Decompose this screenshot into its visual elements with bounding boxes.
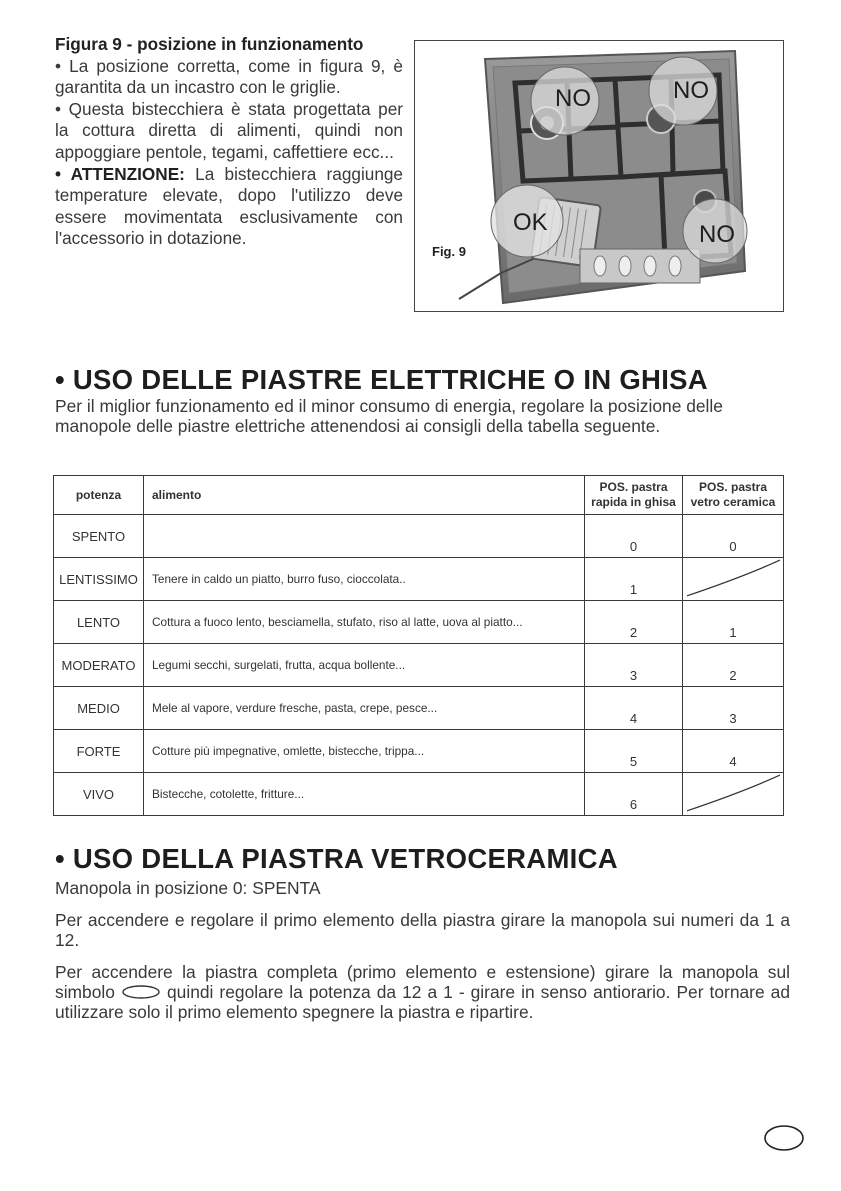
figure9-para-2: • Questa bistecchiera è stata progettata per la cottura diretta di alimenti, quindi non appoggiare pentole, tegami, caffettiere ecc... [55,98,403,162]
section2-para-3-end: quindi regolare la potenza da 12 a 1 - girare in senso antiorario. Per tornare ad utilizzare solo il primo elemento spegnere la piastra e ripartire. [55,982,790,1022]
section2-para-2: Per accendere e regolare il primo elemento della piastra girare la manopola sui numeri da 1 a 12. [55,910,790,950]
section1-title: • USO DELLE PIASTRE ELETTRICHE O IN GHISA [55,364,708,395]
section2-para-3-start: Per accendere la piastra completa (primo elemento e estensione) girare la manopola sul simbolo [55,962,790,1002]
header-ceramica-line2: vetro ceramica [690,495,776,509]
cell-ghisa: 1 [585,558,683,601]
hob-illustration [415,41,783,311]
header-ghisa-line1: POS. pastra [599,480,668,494]
cell-potenza: MEDIO [54,687,144,730]
attention-text: La bistecchiera raggiunge temperature elevate, dopo l'utilizzo deve essere movimentata esclusivamente con l'accessorio in dotazione. [55,163,403,249]
cell-potenza: LENTO [54,601,144,644]
section2-para-1: Manopola in posizione 0: SPENTA [55,878,321,898]
cell-ceramica-empty [683,558,784,601]
cell-ceramica: 3 [683,687,784,730]
cell-potenza: LENTISSIMO [54,558,144,601]
page-marker-icon [762,1123,806,1153]
figure9-box [414,40,784,312]
table-row [54,601,784,644]
cell-ceramica: 1 [683,601,784,644]
cell-ceramica-empty [683,773,784,816]
cell-alimento: Bistecche, cotolette, fritture... [144,773,585,816]
diagonal-stroke [683,773,783,815]
cell-potenza: VIVO [54,773,144,816]
cell-ghisa: 4 [585,687,683,730]
attention-label: • ATTENZIONE: [55,163,185,184]
cell-ceramica: 0 [683,515,784,558]
header-ghisa-line2: rapida in ghisa [591,495,676,509]
table-row [54,644,784,687]
table-row [54,558,784,601]
header-alimento: alimento [144,476,585,515]
cell-ghisa: 6 [585,773,683,816]
cell-alimento: Cotture più impegnative, omlette, bistecche, trippa... [144,730,585,773]
section1-body: Per il miglior funzionamento ed il minor consumo di energia, regolare la posizione delle manopole delle piastre elettriche attenendosi ai consigli della tabella seguente. [55,396,723,436]
table-row [54,730,784,773]
cell-potenza: SPENTO [54,515,144,558]
cell-alimento: Mele al vapore, verdure fresche, pasta, crepe, pesce... [144,687,585,730]
cell-ghisa: 0 [585,515,683,558]
mark-no-2: NO [673,77,709,104]
power-table [53,475,784,816]
cell-ghisa: 5 [585,730,683,773]
table-row [54,687,784,730]
figure9-heading: Figura 9 - posizione in funzionamento [55,34,364,54]
figure9-label: Fig. 9 [432,244,466,259]
cell-ceramica: 4 [683,730,784,773]
figure9-para-3 [55,164,403,250]
extension-symbol-icon [121,985,161,999]
table-header-row [54,476,784,515]
cell-ghisa: 3 [585,644,683,687]
diagonal-stroke [683,558,783,600]
header-ceramica [683,476,784,515]
header-ghisa [585,476,683,515]
cell-ceramica: 2 [683,644,784,687]
cell-alimento: Tenere in caldo un piatto, burro fuso, cioccolata.. [144,558,585,601]
figure9-text [55,34,403,250]
cell-alimento: Cottura a fuoco lento, besciamella, stufato, riso al latte, uova al piatto... [144,601,585,644]
cell-alimento: Legumi secchi, surgelati, frutta, acqua bollente... [144,644,585,687]
section2-para-3 [55,962,790,1022]
header-potenza: potenza [54,476,144,515]
mark-ok: OK [513,209,548,236]
cell-potenza: FORTE [54,730,144,773]
header-ceramica-line1: POS. pastra [698,480,768,494]
table-row [54,515,784,558]
mark-no-3: NO [699,221,735,248]
table-row [54,773,784,816]
cell-alimento [144,515,585,558]
mark-no-1: NO [555,85,591,112]
cell-ghisa: 2 [585,601,683,644]
figure9-para-1: • La posizione corretta, come in figura 9, è garantita da un incastro con le griglie. [55,55,403,98]
cell-potenza: MODERATO [54,644,144,687]
section2-title: • USO DELLA PIASTRA VETROCERAMICA [55,843,618,874]
